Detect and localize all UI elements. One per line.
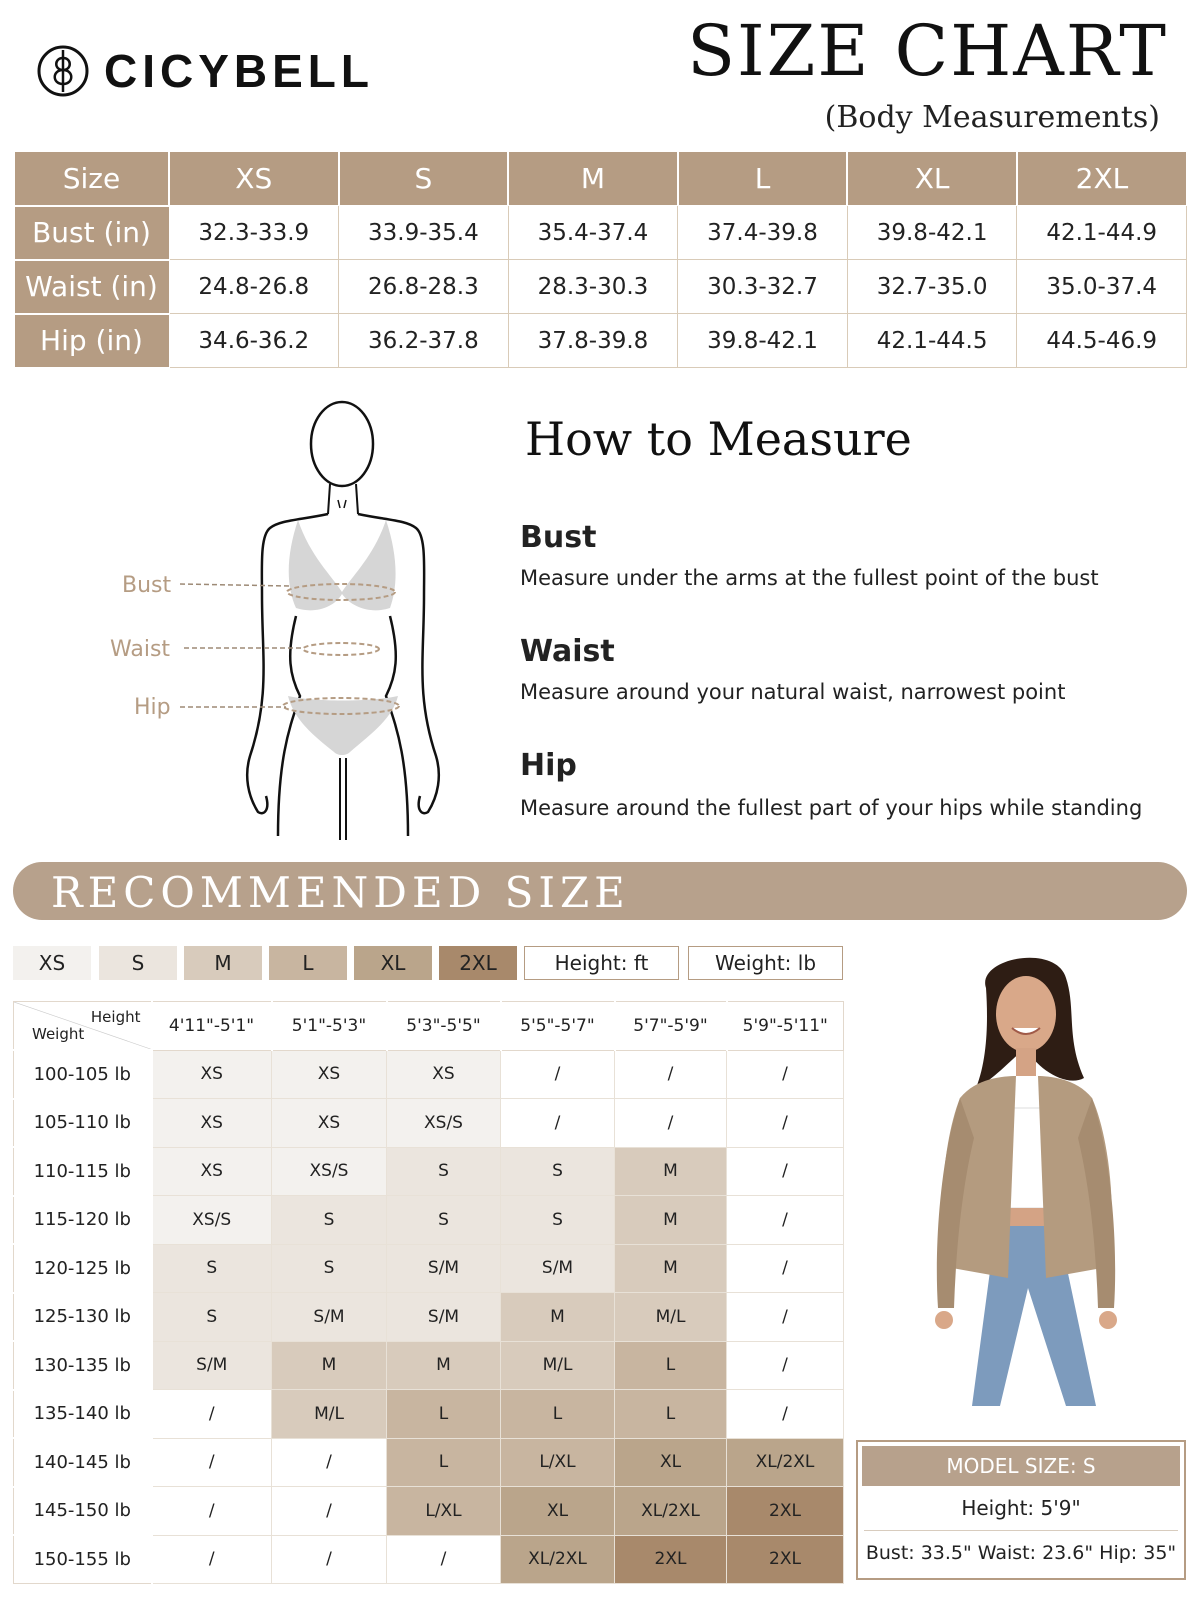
- recommended-size-cell: S: [272, 1244, 387, 1293]
- recommended-size-cell: XS/S: [152, 1196, 272, 1245]
- recommended-size-cell: L: [501, 1390, 615, 1439]
- size-column-header: XS: [169, 152, 339, 206]
- recommended-size-cell: XS: [272, 1050, 387, 1099]
- hip-heading: Hip: [520, 748, 577, 783]
- weight-row-label: 145-150 lb: [14, 1487, 152, 1536]
- recommended-size-cell: M: [615, 1196, 727, 1245]
- size-column-header: S: [339, 152, 509, 206]
- weight-row-label: 120-125 lb: [14, 1244, 152, 1293]
- recommended-size-cell: /: [727, 1390, 844, 1439]
- recommended-size-cell: L: [387, 1390, 501, 1439]
- recommended-size-title: RECOMMENDED SIZE: [51, 868, 630, 917]
- recommended-size-cell: 2XL: [615, 1535, 727, 1584]
- waist-figure-label: Waist: [110, 637, 171, 662]
- recommended-size-cell: /: [727, 1099, 844, 1148]
- row-label: Bust (in): [14, 206, 169, 260]
- measurement-cell: 42.1-44.9: [1017, 206, 1187, 260]
- how-to-measure-title: How to Measure: [525, 412, 912, 466]
- bust-figure-label: Bust: [122, 573, 172, 598]
- height-unit-label: Height: ft: [524, 946, 679, 980]
- recommended-size-banner: [13, 862, 1187, 920]
- weight-row-label: 140-145 lb: [14, 1438, 152, 1487]
- recommended-size-cell: M/L: [501, 1341, 615, 1390]
- measurement-cell: 32.3-33.9: [169, 206, 339, 260]
- weight-row-label: 110-115 lb: [14, 1147, 152, 1196]
- measurement-cell: 32.7-35.0: [847, 260, 1017, 314]
- weight-row-label: 125-130 lb: [14, 1293, 152, 1342]
- measurement-cell: 34.6-36.2: [169, 314, 339, 368]
- recommended-size-cell: L: [387, 1438, 501, 1487]
- recommended-size-cell: M: [272, 1341, 387, 1390]
- recommended-size-cell: /: [387, 1535, 501, 1584]
- recommended-size-cell: S: [152, 1244, 272, 1293]
- recommended-size-cell: /: [152, 1438, 272, 1487]
- recommended-size-cell: XS: [272, 1099, 387, 1148]
- recommended-size-cell: XL/2XL: [615, 1487, 727, 1536]
- measurement-cell: 30.3-32.7: [678, 260, 848, 314]
- recommended-size-cell: XS/S: [387, 1099, 501, 1148]
- recommended-size-cell: /: [501, 1050, 615, 1099]
- recommended-size-cell: M/L: [615, 1293, 727, 1342]
- height-column-header: 5'5"-5'7": [501, 1002, 615, 1051]
- recommended-size-cell: S: [501, 1147, 615, 1196]
- size-column-header: L: [678, 152, 848, 206]
- recommended-size-cell: XL: [501, 1487, 615, 1536]
- recommended-size-cell: /: [727, 1244, 844, 1293]
- hip-row: [14, 314, 1187, 368]
- corner-height-label: Height: [90, 1008, 141, 1026]
- weight-row: [14, 1147, 844, 1196]
- bust-heading: Bust: [520, 520, 597, 555]
- recommended-size-cell: L: [615, 1390, 727, 1439]
- measurement-cell: 26.8-28.3: [339, 260, 509, 314]
- recommended-size-cell: XS: [387, 1050, 501, 1099]
- height-column-header: 5'3"-5'5": [387, 1002, 501, 1051]
- corner-weight-label: Weight: [32, 1025, 85, 1043]
- recommended-size-cell: /: [727, 1293, 844, 1342]
- measurement-cell: 36.2-37.8: [339, 314, 509, 368]
- measurement-cell: 42.1-44.5: [847, 314, 1017, 368]
- measurement-cell: 39.8-42.1: [847, 206, 1017, 260]
- weight-row: [14, 1099, 844, 1148]
- recommended-size-cell: /: [152, 1390, 272, 1439]
- hip-figure-label: Hip: [134, 695, 171, 720]
- brand: [36, 44, 374, 98]
- recommended-size-cell: 2XL: [727, 1535, 844, 1584]
- recommended-size-cell: M/L: [272, 1390, 387, 1439]
- recommended-size-cell: L: [615, 1341, 727, 1390]
- recommended-size-cell: /: [272, 1487, 387, 1536]
- weight-row-label: 105-110 lb: [14, 1099, 152, 1148]
- recommended-size-cell: /: [272, 1535, 387, 1584]
- recommended-size-cell: M: [615, 1147, 727, 1196]
- model-illustration: [916, 948, 1136, 1438]
- weight-row: [14, 1390, 844, 1439]
- recommended-size-cell: XS/S: [272, 1147, 387, 1196]
- weight-row: [14, 1050, 844, 1099]
- hip-description: Measure around the fullest part of your hips while standing: [520, 796, 1143, 820]
- recommended-size-cell: XL: [615, 1438, 727, 1487]
- weight-row-label: 135-140 lb: [14, 1390, 152, 1439]
- model-size-title: MODEL SIZE: S: [862, 1446, 1180, 1486]
- measurement-cell: 44.5-46.9: [1017, 314, 1187, 368]
- measurement-cell: 39.8-42.1: [678, 314, 848, 368]
- weight-row: [14, 1487, 844, 1536]
- recommended-size-table: [13, 1001, 844, 1584]
- recommended-size-cell: S/M: [152, 1341, 272, 1390]
- legend-swatch-s: S: [99, 946, 177, 980]
- weight-row-label: 100-105 lb: [14, 1050, 152, 1099]
- legend-swatch-l: L: [269, 946, 347, 980]
- recommended-size-cell: L/XL: [501, 1438, 615, 1487]
- measurement-cell: 35.4-37.4: [508, 206, 678, 260]
- legend-swatch-xs: XS: [13, 946, 91, 980]
- recommended-size-cell: S/M: [387, 1244, 501, 1293]
- height-column-header: 4'11"-5'1": [152, 1002, 272, 1051]
- recommended-size-cell: XL/2XL: [727, 1438, 844, 1487]
- height-header-row: [14, 1002, 844, 1051]
- recommended-size-cell: S/M: [501, 1244, 615, 1293]
- legend-swatch-xl: XL: [354, 946, 432, 980]
- recommended-size-cell: /: [615, 1099, 727, 1148]
- recommended-size-cell: M: [615, 1244, 727, 1293]
- weight-row: [14, 1438, 844, 1487]
- weight-row: [14, 1293, 844, 1342]
- legend-swatch-m: M: [184, 946, 262, 980]
- measurement-cell: 37.8-39.8: [508, 314, 678, 368]
- recommended-size-cell: XS: [152, 1147, 272, 1196]
- measurement-cell: 28.3-30.3: [508, 260, 678, 314]
- row-label: Waist (in): [14, 260, 169, 314]
- size-column-header: M: [508, 152, 678, 206]
- row-label: Hip (in): [14, 314, 169, 368]
- height-column-header: 5'1"-5'3": [272, 1002, 387, 1051]
- waist-heading: Waist: [520, 634, 615, 669]
- size-column-header: XL: [847, 152, 1017, 206]
- bust-description: Measure under the arms at the fullest point of the bust: [520, 566, 1099, 590]
- recommended-size-cell: /: [727, 1147, 844, 1196]
- recommended-size-cell: /: [727, 1050, 844, 1099]
- recommended-size-cell: S/M: [272, 1293, 387, 1342]
- weight-row-label: 150-155 lb: [14, 1535, 152, 1584]
- bust-row: [14, 206, 1187, 260]
- size-header-label: Size: [14, 152, 169, 206]
- weight-row-label: 115-120 lb: [14, 1196, 152, 1245]
- body-measure-figure: [100, 396, 460, 840]
- measurement-cell: 24.8-26.8: [169, 260, 339, 314]
- weight-row: [14, 1535, 844, 1584]
- recommended-size-cell: S: [501, 1196, 615, 1245]
- weight-row: [14, 1244, 844, 1293]
- waist-description: Measure around your natural waist, narrowest point: [520, 680, 1066, 704]
- recommended-size-cell: XS: [152, 1099, 272, 1148]
- measurement-cell: 33.9-35.4: [339, 206, 509, 260]
- recommended-size-cell: /: [152, 1535, 272, 1584]
- recommended-size-cell: XS: [152, 1050, 272, 1099]
- recommended-size-cell: M: [501, 1293, 615, 1342]
- recommended-size-cell: /: [727, 1341, 844, 1390]
- page-subtitle: (Body Measurements): [824, 100, 1160, 135]
- recommended-size-cell: XL/2XL: [501, 1535, 615, 1584]
- recommended-size-cell: M: [387, 1341, 501, 1390]
- recommended-size-cell: S: [387, 1147, 501, 1196]
- measurement-cell: 35.0-37.4: [1017, 260, 1187, 314]
- page-title: SIZE CHART: [687, 10, 1168, 92]
- height-column-header: 5'9"-5'11": [727, 1002, 844, 1051]
- recommended-size-cell: S: [152, 1293, 272, 1342]
- size-column-header: 2XL: [1017, 152, 1187, 206]
- height-column-header: 5'7"-5'9": [615, 1002, 727, 1051]
- model-height: Height: 5'9": [961, 1496, 1081, 1520]
- measurement-cell: 37.4-39.8: [678, 206, 848, 260]
- recommended-size-cell: /: [501, 1099, 615, 1148]
- recommended-size-cell: /: [272, 1438, 387, 1487]
- recommended-size-cell: 2XL: [727, 1487, 844, 1536]
- divider: [864, 1530, 1178, 1531]
- recommended-size-cell: /: [152, 1487, 272, 1536]
- weight-row: [14, 1341, 844, 1390]
- recommended-size-cell: /: [727, 1196, 844, 1245]
- weight-unit-label: Weight: lb: [688, 946, 843, 980]
- body-outline-illustration: [100, 396, 460, 840]
- recommended-size-cell: /: [615, 1050, 727, 1099]
- brand-logo-icon: [36, 44, 90, 98]
- legend-swatch-2xl: 2XL: [439, 946, 517, 980]
- weight-row-label: 130-135 lb: [14, 1341, 152, 1390]
- waist-row: [14, 260, 1187, 314]
- size-header-row: [14, 152, 1187, 206]
- model-photo: [916, 948, 1136, 1438]
- corner-cell: [14, 1002, 152, 1051]
- size-chart-table: [13, 151, 1187, 368]
- recommended-size-cell: L/XL: [387, 1487, 501, 1536]
- recommended-size-cell: S: [387, 1196, 501, 1245]
- weight-row: [14, 1196, 844, 1245]
- recommended-size-cell: S: [272, 1196, 387, 1245]
- brand-name: CICYBELL: [104, 45, 374, 97]
- model-measurements: Bust: 33.5" Waist: 23.6" Hip: 35": [865, 1542, 1177, 1564]
- model-size-box: [856, 1440, 1186, 1580]
- recommended-size-cell: S/M: [387, 1293, 501, 1342]
